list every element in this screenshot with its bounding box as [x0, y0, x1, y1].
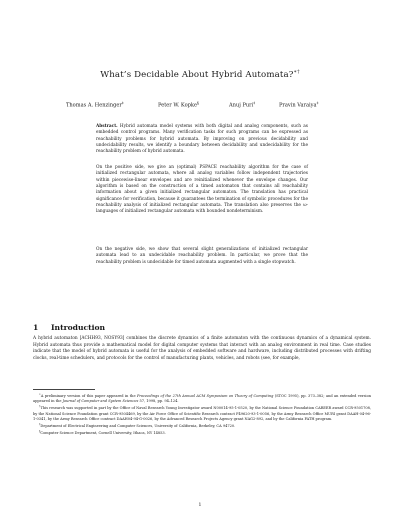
- footnote-text: (STOC 1995), pp. 373–382; and an extended version appeared in the: [33, 394, 371, 404]
- author: [229, 101, 255, 109]
- footnote-text: Computer Science Department, Cornell University, Ithaca, NY 14853.: [40, 431, 166, 436]
- author-name: Peter W. Kopke: [158, 102, 198, 109]
- footnote-rule: [33, 389, 95, 390]
- author: [279, 101, 318, 109]
- author-mark: ‡: [253, 101, 256, 105]
- footnote-mark: †: [39, 404, 41, 409]
- section-title: Introduction: [51, 323, 106, 332]
- abstract-paragraph-2: [96, 165, 308, 216]
- footnote-mark: §: [39, 429, 41, 434]
- author-mark: ‡: [121, 101, 124, 105]
- intro-paragraph: A hybrid automaton [ACHH93, NOSY93] combines the discrete dynamics of a finite automaton with the continuous dynamics of a dynamical system. Hybrid automata thus provide a mathematical model for digital computer systems that interact with an analog environment in real time. Case studies indicate that the model of hybrid automata is useful for the analysis of embedded software and hardware, including distributed processes with drifting clocks, real-time schedulers, and protocols for the control of manufacturing plants, vehicles, and robots (see, for example,: [33, 336, 371, 361]
- footnote: [33, 404, 371, 422]
- footnote: [33, 422, 371, 429]
- section-heading: [33, 323, 105, 332]
- abstract-paragraph-1: [96, 124, 308, 156]
- paper-title: [0, 69, 400, 80]
- author: [66, 101, 124, 109]
- author-mark: ‡: [316, 101, 319, 105]
- footnote-text: A preliminary version of this paper appeared in the: [40, 394, 137, 399]
- title-text: What’s Decidable About Hybrid Automata?: [100, 69, 294, 80]
- author-name: Anuj Puri: [229, 102, 254, 109]
- footnote-italic: Proceedings of the 27th Annual ACM Symposium on Theory of Computing: [136, 394, 274, 399]
- abstract-text: On the positive side, we give an (optimal) PSPACE reachability algorithm for the case of initialized rectangular automata, where all analog variables follow independent trajectories within piecewise-linear envelopes and are reinitialized whenever the envelope changes. Our algorithm is based on the construction of a timed automaton that contains all reachability information about a given initialized rectangular automaton. The translation has practical significance for verification, because it guarantees the termination of symbolic procedures for the reachability analysis of initialized rectangular automata. The translation also preserves the ω-languages of initialized rectangular automata with bounded nondeterminism.: [96, 165, 308, 215]
- page-number: 1: [198, 503, 202, 508]
- title-footnote-marks: ∗†: [293, 69, 300, 75]
- footnote-italic: Journal of Computer and System Sciences: [62, 399, 139, 404]
- author-name: Pravin Varaiya: [279, 102, 317, 109]
- author-list: [0, 101, 400, 111]
- footnotes: [33, 392, 371, 437]
- section-number: 1: [33, 323, 39, 332]
- footnote-mark: ‡: [39, 422, 41, 427]
- abstract-label: Abstract.: [96, 124, 118, 129]
- footnote-text: Department of Electrical Engineering and Computer Sciences, University of California, Berkeley, CA 94720.: [40, 424, 236, 429]
- footnote-text: 57, 1998, pp. 94–124.: [138, 399, 179, 404]
- footnote: [33, 429, 371, 436]
- footnote-text: This research was supported in part by the Office of Naval Research Young Investigator award N00014-95-1-0520, by the National Science Foundation CAREER award CCR-9501708, by the National Science Foundation grant CCR-9504469, by the Air Force Office of Scientific Research contract F49620-93-1-0056, by the Army Research Office MURI grant DAAH-04-96-1-0341, by the Army Research Office contract DAAH04-94-G-0026, by the Advanced Research Projects Agency grant NAG2-892, and by the California PATH program.: [33, 406, 371, 421]
- author: [158, 101, 199, 109]
- abstract-paragraph-3: [96, 247, 308, 266]
- abstract-text: Hybrid automata model systems with both digital and analog components, such as embedded control programs. Many verification tasks for such programs can be expressed as reachability problems for hybrid automata. By improving on previous decidability and undecidability results, we identify a boundary between decidability and undecidability for the reachability problem of hybrid automata.: [96, 124, 308, 155]
- footnote: [33, 392, 371, 404]
- abstract-text: On the negative side, we show that several slight generalizations of initialized rectangular automata lead to an undecidable reachability problem. In particular, we prove that the reachability problem is undecidable for timed automata augmented with a single stopwatch.: [96, 247, 308, 265]
- author-name: Thomas A. Henzinger: [66, 102, 122, 109]
- footnote-mark: ∗: [39, 392, 41, 396]
- author-mark: §: [197, 101, 199, 105]
